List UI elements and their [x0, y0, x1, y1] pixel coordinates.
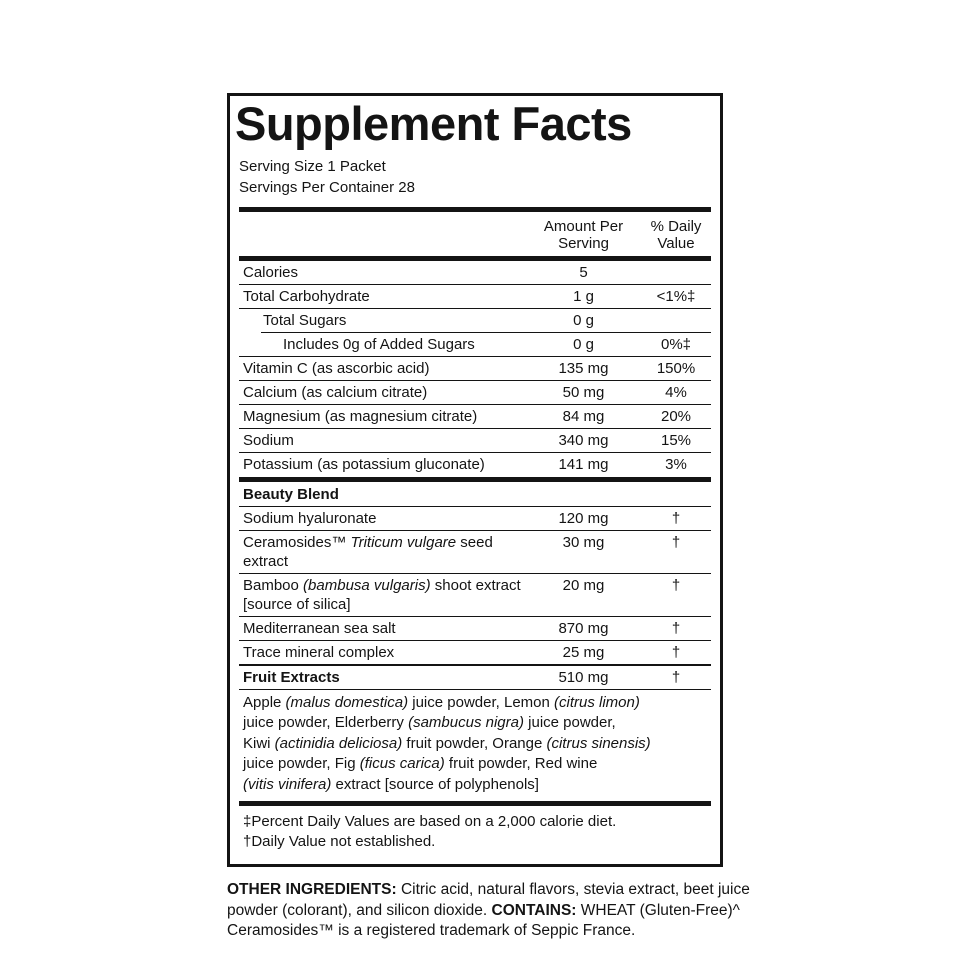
footnotes	[239, 806, 711, 857]
text-segment: Triticum vulgare	[350, 533, 457, 551]
nutrient-daily-value: 20%	[660, 407, 692, 425]
nutrient-row	[239, 429, 711, 452]
text-segment: powder (colorant), and silicon dioxide.	[227, 901, 492, 919]
nutrient-name	[239, 311, 526, 330]
text-segment: shoot extract	[430, 576, 521, 594]
nutrient-daily-value: 4%	[665, 383, 687, 401]
nutrient-amount: 30 mg	[562, 533, 605, 551]
nutrient-row	[239, 617, 711, 640]
nutrient-row	[239, 641, 711, 664]
nutrient-row	[239, 453, 711, 476]
nutrient-row	[239, 381, 711, 404]
text-segment: Beauty Blend	[243, 485, 339, 503]
text-segment: (citrus sinensis)	[546, 734, 651, 752]
text-segment: OTHER INGREDIENTS:	[227, 881, 397, 899]
text-segment: fruit powder, Orange	[402, 734, 547, 752]
nutrient-name	[239, 643, 526, 662]
text-segment: juice powder, Fig	[243, 755, 360, 773]
text-segment: Magnesium (as magnesium citrate)	[243, 407, 478, 425]
fruit-extracts-description	[239, 690, 711, 802]
nutrient-name	[239, 668, 526, 687]
text-segment: Ceramosides™	[243, 533, 351, 551]
dv-header-line2: Value	[657, 234, 695, 252]
text-segment: extract [source of polyphenols]	[331, 775, 539, 793]
nutrient-row	[239, 285, 711, 308]
text-segment: Total Carbohydrate	[243, 287, 370, 305]
footnote-daily-values: ‡Percent Daily Values are based on a 2,000 calorie diet.	[243, 813, 617, 831]
text-segment: [source of silica]	[243, 595, 351, 613]
text-segment: (malus domestica)	[285, 693, 409, 711]
text-segment: Mediterranean sea salt	[243, 619, 396, 637]
supplement-label	[227, 93, 767, 942]
nutrient-name	[239, 533, 526, 571]
nutrient-row	[239, 574, 711, 616]
text-segment: (bambusa vulgaris)	[303, 576, 431, 594]
servings-per-container: Servings Per Container 28	[239, 178, 415, 196]
nutrient-daily-value: †	[671, 509, 681, 527]
text-segment: (actinidia deliciosa)	[274, 734, 403, 752]
nutrient-daily-value: †	[671, 576, 681, 594]
nutrient-row	[239, 666, 711, 689]
nutrient-name	[239, 263, 526, 282]
text-segment: Potassium (as potassium gluconate)	[243, 455, 485, 473]
text-segment: juice powder,	[523, 714, 616, 732]
nutrient-amount: 141 mg	[558, 455, 609, 473]
nutrient-amount: 20 mg	[562, 576, 605, 594]
text-segment: seed extract	[243, 533, 493, 570]
nutrient-daily-value: 0%‡	[660, 335, 692, 353]
text-segment: (ficus carica)	[359, 755, 445, 773]
nutrient-amount: 0 g	[573, 311, 594, 329]
nutrient-daily-value: †	[671, 533, 681, 551]
nutrient-daily-value: 150%	[656, 359, 696, 377]
dv-header-line1: % Daily	[650, 217, 702, 235]
nutrient-name	[239, 287, 526, 306]
nutrient-row	[239, 531, 711, 573]
nutrient-row	[239, 483, 711, 506]
text-segment: Bamboo	[243, 576, 304, 594]
nutrient-amount: 1 g	[573, 287, 594, 305]
nutrient-row	[239, 507, 711, 530]
text-segment: juice powder, Lemon	[408, 693, 555, 711]
text-segment: Apple	[243, 693, 286, 711]
text-segment: fruit powder, Red wine	[444, 755, 598, 773]
text-segment: Vitamin C (as ascorbic acid)	[243, 359, 430, 377]
text-segment: Calories	[243, 263, 299, 281]
other-ingredients	[227, 880, 767, 942]
amount-header-line2: Serving	[558, 234, 609, 252]
text-segment: Total Sugars	[263, 311, 347, 329]
nutrient-name	[239, 359, 526, 378]
nutrient-amount: 135 mg	[558, 359, 609, 377]
text-segment: Ceramosides™ is a registered trademark of Seppic France.	[227, 922, 636, 940]
nutrient-amount: 120 mg	[558, 509, 609, 527]
amount-header-line1: Amount Per	[543, 217, 624, 235]
nutrient-name	[239, 509, 526, 528]
nutrient-amount: 25 mg	[562, 643, 605, 661]
text-segment: WHEAT (Gluten-Free)^	[576, 901, 740, 919]
nutrient-row	[239, 261, 711, 284]
nutrient-rows	[239, 261, 711, 802]
amount-per-serving-header	[526, 218, 641, 252]
nutrient-amount: 0 g	[573, 335, 594, 353]
text-segment: CONTAINS:	[491, 901, 577, 919]
text-segment: Trace mineral complex	[243, 643, 395, 661]
nutrient-name	[239, 485, 526, 504]
text-segment: Sodium	[243, 431, 294, 449]
nutrient-daily-value: †	[671, 619, 681, 637]
text-segment: (sambucus nigra)	[408, 714, 524, 732]
text-segment: Calcium (as calcium citrate)	[243, 383, 428, 401]
nutrient-name	[239, 431, 526, 450]
nutrient-amount: 50 mg	[562, 383, 605, 401]
text-segment: Includes 0g of Added Sugars	[283, 335, 475, 353]
nutrient-row	[239, 333, 711, 356]
divider-thick	[239, 477, 711, 482]
nutrient-name	[239, 455, 526, 474]
nutrient-amount: 340 mg	[558, 431, 609, 449]
nutrient-amount: 84 mg	[562, 407, 605, 425]
text-segment: (citrus limon)	[554, 693, 640, 711]
nutrient-row	[239, 405, 711, 428]
nutrient-name	[239, 335, 526, 354]
nutrient-daily-value: 15%	[660, 431, 692, 449]
serving-size: Serving Size 1 Packet	[239, 157, 386, 175]
text-segment: Kiwi	[243, 734, 275, 752]
nutrient-row	[239, 357, 711, 380]
text-segment: Fruit Extracts	[243, 668, 340, 686]
nutrient-amount: 510 mg	[558, 668, 609, 686]
panel-title: Supplement Facts	[235, 97, 632, 150]
nutrient-name	[239, 619, 526, 638]
percent-daily-value-header	[641, 218, 711, 252]
nutrient-daily-value: †	[671, 668, 681, 686]
nutrient-amount: 870 mg	[558, 619, 609, 637]
nutrient-daily-value: 3%	[665, 455, 687, 473]
supplement-facts-panel	[227, 93, 723, 867]
nutrient-row	[239, 309, 711, 332]
text-segment: (vitis vinifera)	[243, 775, 332, 793]
text-segment: juice powder, Elderberry	[243, 714, 409, 732]
column-headers	[239, 212, 711, 256]
nutrient-daily-value: †	[671, 643, 681, 661]
nutrient-name	[239, 407, 526, 426]
nutrient-daily-value: <1%‡	[656, 287, 696, 305]
nutrient-amount: 5	[579, 263, 588, 281]
nutrient-name	[239, 383, 526, 402]
text-segment: Citric acid, natural flavors, stevia extract, beet juice	[396, 881, 750, 899]
nutrient-name	[239, 576, 526, 614]
footnote-dv-not-established: †Daily Value not established.	[243, 833, 436, 851]
text-segment: Sodium hyaluronate	[243, 509, 377, 527]
